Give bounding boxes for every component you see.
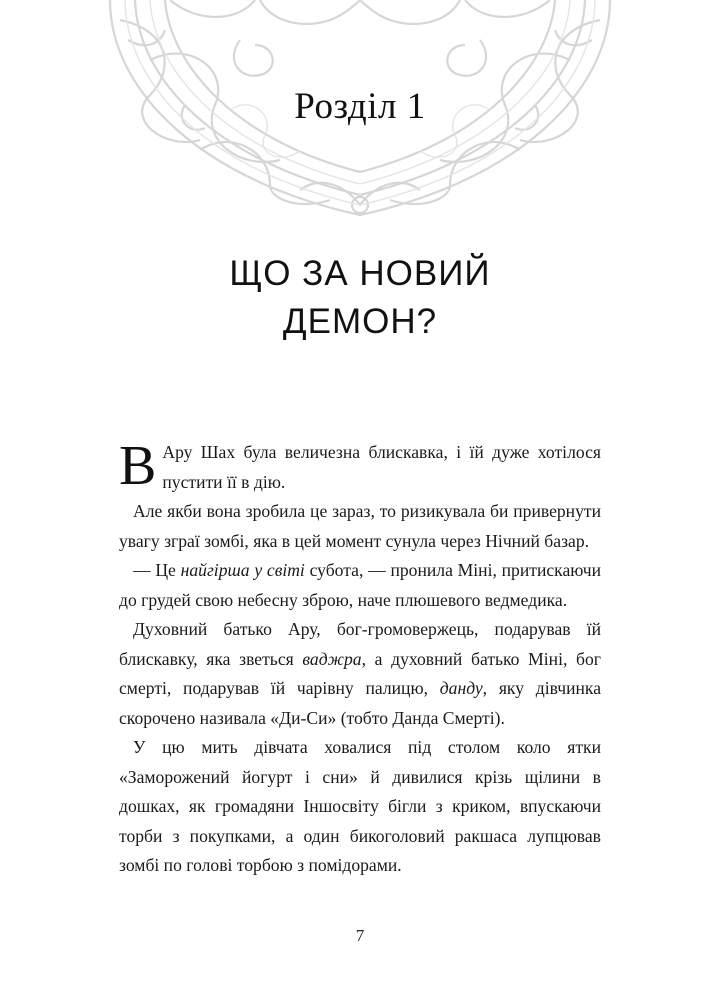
paragraph-4-c: , яку дівчинка скорочено називала «Ди-Си» (тобто Данда Смерті). [119, 678, 602, 728]
paragraph-1-text: Ару Шах була величезна блискавка, і їй дуже хотілося пустити її в дію. [162, 442, 601, 492]
paragraph-4 [119, 615, 601, 733]
paragraph-3 [119, 556, 601, 615]
paragraph-4-italic-vajra: ваджра [302, 648, 362, 669]
paragraph-4-italic-danda: данду [439, 678, 483, 698]
paragraph-5: У цю мить дівчата ховалися під столом коло ятки «Заморожений йогурт і сни» й дивилися крізь щілини в дошках, як громадяни Іншосвіту бігли з криком, впускаючи торби з покупками, а один бикоголовий ракшаса лупцював зомбі по голові торбою з помідорами. [119, 737, 601, 875]
page-number: 7 [355, 926, 365, 945]
paragraph-3-italic: найгірша у світі [180, 560, 305, 580]
chapter-title-line-1: ЩО ЗА НОВИЙ [229, 254, 491, 293]
chapter-title-line-2: ДЕМОН? [282, 302, 438, 341]
paragraph-2: Але якби вона зробила це зараз, то ризикувала би привернути увагу зграї зомбі, яка в цей момент сунула через Нічний базар. [119, 501, 601, 551]
chapter-body [119, 435, 602, 881]
drop-cap: В [119, 435, 157, 497]
paragraph-4-a: Духовний батько Ару, бог-громовержець, подарував їй блискавку, яка зветься [119, 619, 601, 669]
chapter-label: Розділ 1 [294, 86, 426, 127]
chapter-title [0, 250, 720, 346]
paragraph-3-b: субота, — пронила Міні, притискаючи до грудей свою небесну зброю, наче плюшевого ведмедика. [119, 560, 602, 610]
paragraph-3-a: — Це [133, 560, 181, 580]
paragraph-1 [119, 435, 601, 497]
paragraph-4-b: , а духовний батько Міні, бог смерті, подарував їй чарівну палицю, [119, 648, 602, 698]
